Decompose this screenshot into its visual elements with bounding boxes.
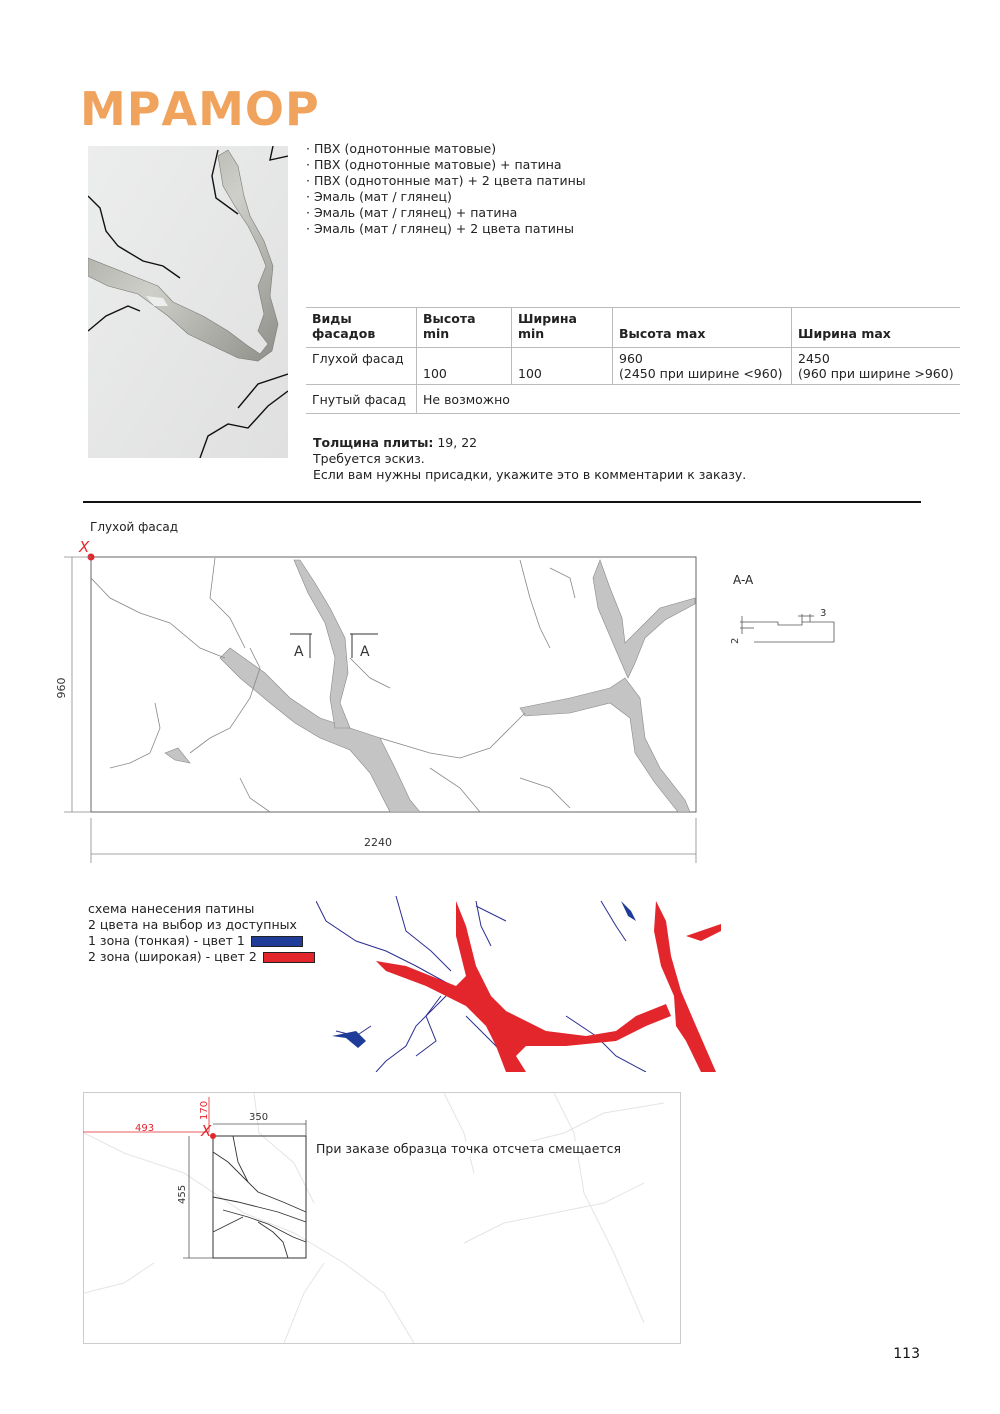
page-number: 113 [893, 1346, 920, 1362]
size-spec-table [306, 307, 960, 414]
height-max-note: (2450 при ширине <960) [619, 366, 783, 381]
patina-scheme [316, 896, 721, 1072]
patina-subtitle: 2 цвета на выбор из доступных [88, 917, 297, 932]
zone1-label: 1 зона (тонкая) - цвет 1 [88, 933, 245, 948]
option-item: · Эмаль (мат / глянец) + 2 цвета патины [306, 221, 574, 236]
patina-zone2 [88, 949, 315, 965]
cell-width-max [792, 348, 961, 385]
cell-width-min: 100 [512, 348, 613, 385]
header-facade-type: Виды фасадов [306, 308, 417, 348]
height-dimension: 960 [55, 677, 68, 699]
cell-facade-type: Глухой фасад [306, 348, 417, 385]
marble-sample-photo [88, 146, 288, 458]
origin-mark: X [79, 538, 90, 556]
drawing-caption: Глухой фасад [90, 520, 179, 534]
sample-height: 455 [177, 1184, 188, 1204]
width-dimension: 2240 [364, 836, 392, 849]
page-title: МРАМОР [80, 82, 320, 136]
header-width-min: Ширина min [512, 308, 613, 348]
option-item: · Эмаль (мат / глянец) [306, 189, 452, 204]
sample-offset-y: 170 [199, 1100, 210, 1120]
cell-facade-type: Гнутый фасад [306, 385, 417, 414]
header-height-max: Высота max [613, 308, 792, 348]
option-item: · Эмаль (мат / глянец) + патина [306, 205, 518, 220]
sketch-note: Требуется эскиз. [313, 451, 425, 466]
width-max-note: (960 при ширине >960) [798, 366, 954, 381]
notes-block [313, 435, 746, 483]
material-options-list [306, 141, 586, 237]
patina-title: схема нанесения патины [88, 901, 255, 916]
table-header-row [306, 308, 960, 348]
section-profile [728, 602, 838, 652]
color1-swatch [251, 936, 303, 947]
drilling-note: Если вам нужны присадки, укажите это в комментарии к заказу. [313, 467, 747, 482]
patina-legend [88, 901, 315, 965]
sample-width: 350 [249, 1112, 269, 1123]
sample-origin-mark: X [201, 1122, 212, 1140]
section-mark-left: A [294, 644, 304, 660]
zone2-label: 2 зона (широкая) - цвет 2 [88, 949, 257, 964]
sample-drawing [83, 1092, 343, 1267]
option-item: · ПВХ (однотонные матовые) [306, 141, 497, 156]
sample-offset-x: 493 [135, 1123, 155, 1134]
cell-not-possible: Не возможно [417, 385, 961, 414]
option-item: · ПВХ (однотонные матовые) + патина [306, 157, 562, 172]
section-mark-right: A [360, 644, 370, 660]
thickness-value: 19, 22 [433, 435, 478, 450]
header-height-min: Высота min [417, 308, 512, 348]
section-title: A-A [733, 573, 754, 587]
sample-outline [213, 1136, 306, 1258]
header-width-max: Ширина max [792, 308, 961, 348]
thickness-line [313, 435, 746, 451]
facade-drawing [50, 538, 710, 868]
sample-note: При заказе образца точка отсчета смещается [316, 1141, 622, 1156]
width-max-value: 2450 [798, 351, 830, 366]
cell-height-min: 100 [417, 348, 512, 385]
cell-height-max [613, 348, 792, 385]
section-divider [83, 501, 921, 503]
option-item: · ПВХ (однотонные мат) + 2 цвета патины [306, 173, 586, 188]
table-row [306, 348, 960, 385]
table-row [306, 385, 960, 414]
patina-zone1 [88, 933, 315, 949]
height-max-value: 960 [619, 351, 643, 366]
color2-swatch [263, 952, 315, 963]
section-dim-3: 3 [820, 608, 827, 619]
section-dim-2: 2 [730, 637, 741, 644]
thickness-label: Толщина плиты: [313, 435, 434, 450]
